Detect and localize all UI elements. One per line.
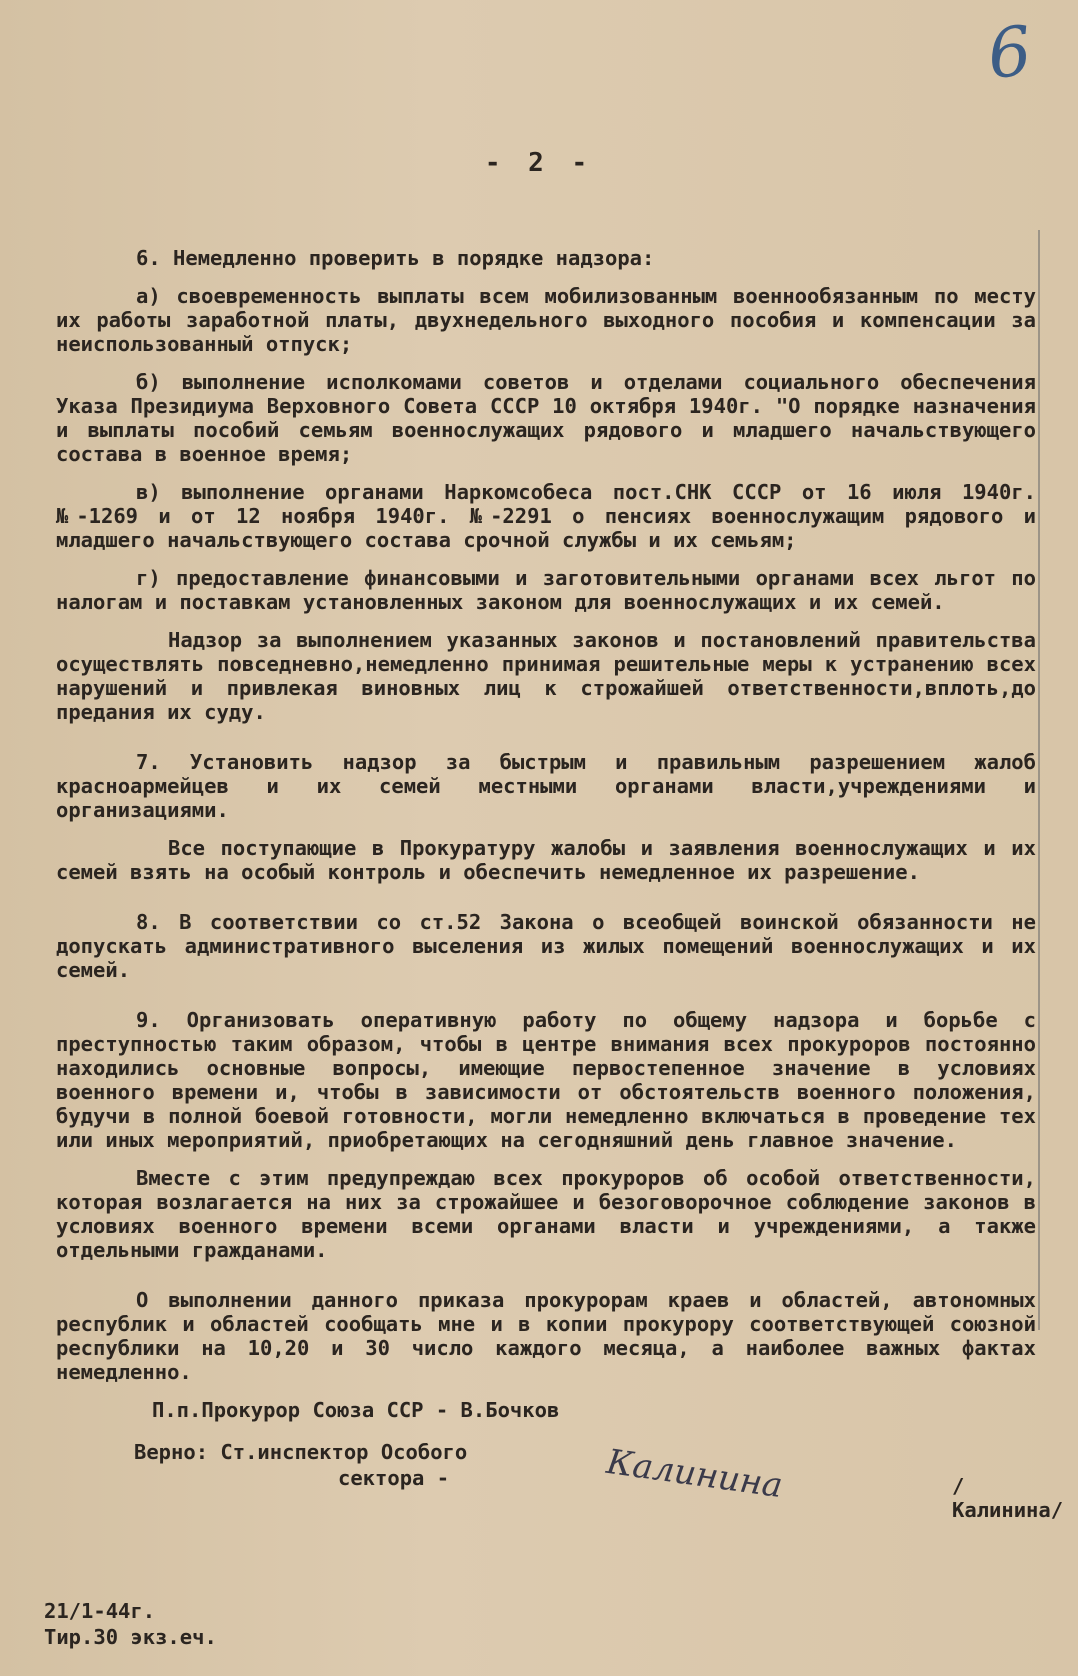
document-body <box>56 246 1064 1522</box>
margin-line <box>1038 230 1040 1330</box>
verified-line-1: Верно: Ст.инспектор Особого <box>134 1440 468 1464</box>
page-number: - 2 - <box>484 148 594 178</box>
verified-line-2: сектора - <box>338 1466 450 1490</box>
paragraph-9: 9. Организовать оперативную работу по общему надзора и борьбе с преступностью таким образом, чтобы в центре внимания всех прокуроров постоянно находились основные вопросы, имеющие первостепенное значение в условиях военного времени и, чтобы в зависимости от обстоятельств военного положения, будучи в полной боевой готовности, могли немедленно включаться в проведение тех или иных мероприятий, приобретающих на сегодняшний день главное значение. <box>56 1008 1036 1152</box>
signature-name: /Калинина/ <box>952 1474 1064 1522</box>
document-footer <box>44 1598 217 1650</box>
paragraph-supervision: Надзор за выполнением указанных законов и постановлений правительства осуществлять повседневно,немедленно принимая решительные меры к устранению всех нарушений и привлекая виновных лиц к строжайшей ответственности,вплоть,до предания их суду. <box>56 628 1036 724</box>
verification-block <box>134 1440 1064 1522</box>
paragraph-7: 7. Установить надзор за быстрым и правильным разрешением жалоб красноармейцев и их семей местными органами власти,учреждениями и организациями. <box>56 750 1036 822</box>
paragraph-6a: а) своевременность выплаты всем мобилизованным военнообязанным по месту их работы заработной платы, двухнедельного выходного пособия и компенсации за неиспользованный отпуск; <box>56 284 1036 356</box>
footer-print-run: Тир.30 экз.еч. <box>44 1625 217 1649</box>
paragraph-reporting: О выполнении данного приказа прокурорам краев и областей, автономных республик и областей сообщать мне и в копии прокурору соответствующей союзной республики на 10,20 и 30 число каждого месяца, а наиболее важных фактах немедленно. <box>56 1288 1036 1384</box>
footer-date: 21/1-44г. <box>44 1599 156 1623</box>
signer-line: П.п.Прокурор Союза ССР - В.Бочков <box>152 1398 560 1422</box>
paragraph-6g: г) предоставление финансовыми и заготовительными органами всех льгот по налогам и поставкам установленных законом для военнослужащих и их семей. <box>56 566 1036 614</box>
handwritten-signature: Калинина <box>604 1441 786 1507</box>
paragraph-7-complaints: Все поступающие в Прокуратуру жалобы и заявления военнослужащих и их семей взять на особый контроль и обеспечить немедленное их разрешение. <box>56 836 1036 884</box>
paragraph-6b: б) выполнение исполкомами советов и отделами социального обеспечения Указа Президиума Верховного Совета СССР 10 октября 1940г. "О порядке назначения и выплаты пособий семьям военнослужащих рядового и младшего начальствующего состава в военное время; <box>56 370 1036 466</box>
paragraph-warning: Вместе с этим предупреждаю всех прокуроров об особой ответственности, которая возлагается на них за строжайшее и безоговорочное соблюдение законов в условиях военного времени всеми органами власти и учреждениями, а также отдельными гражданами. <box>56 1166 1036 1262</box>
archive-page-number: 6 <box>983 11 1036 96</box>
paragraph-6: 6. Немедленно проверить в порядке надзора: <box>136 246 655 270</box>
paragraph-8: 8. В соответствии со ст.52 Закона о всеобщей воинской обязанности не допускать административного выселения из жилых помещений военнослужащих и их семей. <box>56 910 1036 982</box>
paragraph-6v: в) выполнение органами Наркомсобеса пост.СНК СССР от 16 июля 1940г. №-1269 и от 12 ноября 1940г. №-2291 о пенсиях военнослужащим рядового и младшего начальствующего состава срочной службы и их семьям; <box>56 480 1036 552</box>
